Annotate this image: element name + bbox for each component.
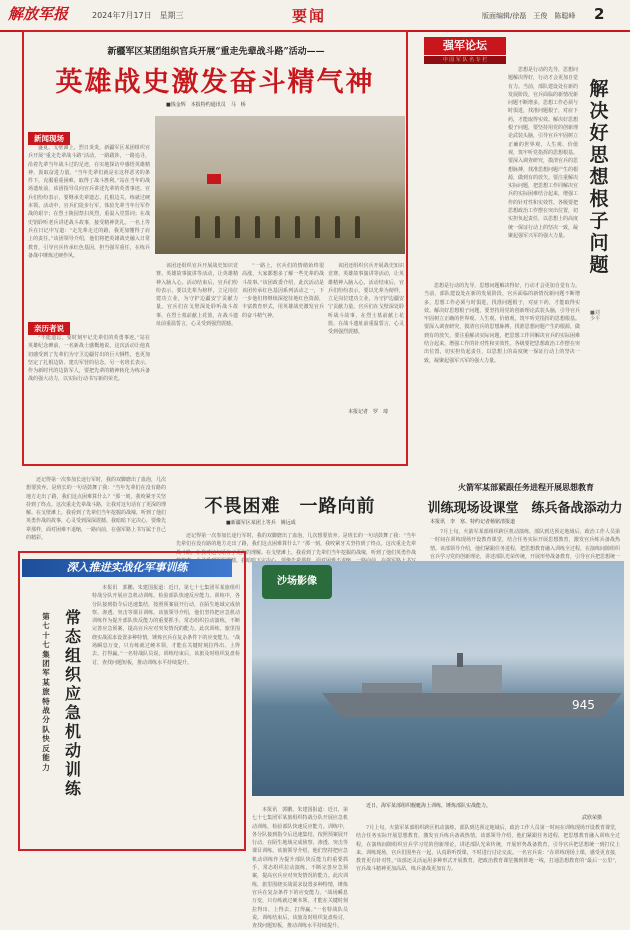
story-body-left <box>28 144 150 310</box>
masthead <box>0 0 630 32</box>
training-banner: 深入推进实战化军事训练 <box>22 559 232 577</box>
issue-date: 2024年7月17日 星期三 <box>92 11 184 20</box>
story3-body-text: 7月上旬，火箭军某部组织跨区机动演练，部队到达预定地域后，政治工作人员第一时间在训练现场开设教育课堂，结合任务实际开展思想教育，激发官兵练兵备战热情。该部领导介绍，他们紧跟任务进程，把思想教育融入训练全过程，在演练间隙组织官兵学习党的创新理论，讲述部队光荣传统，开展形势战备教育，引导官兵把思想统一 <box>430 529 621 560</box>
story2-body <box>176 532 417 564</box>
story-headline: 英雄战史激发奋斗精气神 <box>55 67 375 98</box>
story4-headline: 常态组织应急机动训练 <box>64 608 81 798</box>
commentary-headline: 解决好思想根子问题 <box>589 78 609 276</box>
story-body-right-b <box>328 262 404 412</box>
photographer-credit: 武欣荣摄 <box>582 815 603 821</box>
soldier-figure <box>295 216 300 238</box>
photo-column-logo: 沙场影像 <box>262 565 332 599</box>
story2-body-text: 还记得第一次参加长途行军时，我的双脚磨出了血泡，几次想要放弃。是班长的一句话鼓舞了我：“当年先辈们在没有路的地方走出了路，我们这点困难算什么？”那一刻，我咬紧牙关坚持到了终点。这次重走先辈战斗路，让我对这句话有了更深的理解。在戈壁滩上，我看到了先辈们当年挖掘的战壕，听到了他们英勇作战 受到深深震撼。我暗暗下定 <box>176 533 417 564</box>
column-label: 强军论坛 <box>424 37 506 55</box>
story3-byline: 本报讯 李 寒、特约记者杨铭清报道 <box>430 519 516 525</box>
hull-number: 945 <box>572 698 595 712</box>
soldier-figure <box>355 216 360 238</box>
page-number: 2 <box>594 5 605 23</box>
story4-kicker: 第七十七集团军某旅特战分队快反能力 <box>42 612 50 772</box>
story4-body-text: 本报讯 郭鹏、朱建国报道：近日，第七十七集团军某旅组织特战分队开展应急机动训练，检验部队快速反应能力。训练中，各分队接到指令后迅速集结，按照预案展开行动，在陌生地域完成侦察、渗透、突击等课目训练。该旅领导介绍，他们坚持把应急机动训练作为提升部队快反能力的重要抓手，常态组织拉动演练，不断完善应急预案，提高官兵应对突发情况的能力。此次训练，旅里围绕实战需求设置多种特情，锤炼官兵在复杂条件下的应变能力。“战场瞬息万变，只有练就过硬本领，才能在关键时刻拉得出、上得去、打得赢。”一名特战队员说。训练结束后，该旅及时组织复盘检讨，查找问题短板，推动训练水平持续提升。 <box>92 585 240 666</box>
section-label-news-scene <box>28 126 70 145</box>
story3-body <box>430 528 621 560</box>
newspaper-logo: 解放军报 <box>8 5 69 23</box>
story-body-middle <box>156 262 238 420</box>
commentary-body-text: 思想是行动的先导，思想问题解决得好，行动才会更加自觉有力。当前，部队建设处在新的发展阶段，官兵面临的新情况新问题不断增多，思想工作必须与时俱进，找准问题根子，对症下药，才能取得实效。解决好思想根子问题，要坚持用党的创新理论武装头脑，引导官兵牢固树立正确的世界观、人生观、价值观，筑牢听党指挥的思想根基。要深入调查研究，摸清官兵的思想脉搏，找准思想问题产生的根源，做到有的放矢。要注重解决实际问题，把思想工作同解决官兵的实际困难结合起来，增强工作的针对性和实效性。各级要把思想政治工作摆在突出位置，切实担负起责任，以思想上的高度统一保证行动上的坚决一致，凝聚起强军兴军的强大力量。 <box>424 283 580 364</box>
training-photo <box>155 116 405 254</box>
story2-body-left <box>26 476 166 546</box>
story3-kicker: 火箭军某部紧跟任务进程开展思想教育 <box>458 482 594 492</box>
story2-byline: ■新疆军区某团上等兵 姚远成 <box>226 520 296 526</box>
story2-body-left-text: 还记得第一次参加长途行军时，我的双脚磨出了血泡，几次想要放弃。是班长的一句话鼓舞了我：“当年先辈们在没有路的地方走出了路，我们这点困难算什么？”那一刻，我咬紧牙关坚持到了终点。这次重走先辈战斗路，让我对这句话有了更深的理解。在戈壁滩上，我看到了先辈们当年挖掘的战壕，听到了他们英勇作战的故事，心灵受到深深震撼。我暗暗下定决心，要像先辈那样，面对困难不退缩，一路向前，在强军路上书写属于自己的精彩。 <box>26 477 167 542</box>
soldier-figure <box>315 216 320 238</box>
story4-body-continued-text: 本报讯 郭鹏、朱建国报道：近日，第七十七集团军某旅组织特战分队开展应急机动训练，检验部队快速反应能力。训练中，各分队接到指令后迅速集结，按照预案展开行动，在陌生地域完成侦察、渗透、突击等课目训练。该旅领导介绍，他们坚持把应急机动训练作为提升部队快反能力的重要抓手，常态组织拉动演练，不断完善应急预案，提高官兵应对突发情况的能力。此次训练，旅里围绕实战需求设置多种特情，锤炼官兵在复杂条件下的应变能力。“战场瞬息万变，只有练就过硬本领，才能在关键时刻拉得出、上得去、打得赢。”一名特战队员说。训练结束后，该旅及时组织复盘检讨，查找问题短板，推动训练水平持续提升。 <box>252 807 348 930</box>
soldier-figure <box>335 216 340 238</box>
witness-label: 亲历者说 <box>28 322 70 335</box>
story4-body-continued <box>252 806 348 930</box>
photo-caption <box>356 802 618 812</box>
commentary-body-top <box>508 66 578 278</box>
story-byline: ■钱金辉 本报特约通讯员 马 桥 <box>166 102 246 108</box>
photo-caption-text: 近日，海军某部组织舰艇海上训练，锤炼部队实战能力。 <box>366 803 492 809</box>
page-editors: 版面编辑/徐磊 王俊 陈聪峰 <box>482 12 576 20</box>
soldier-figure <box>275 216 280 238</box>
story3-body-continued-text: 7月上旬，火箭军某部组织跨区机动演练，部队到达预定地域后，政治工作人员第一时间在训练现场开设教育课堂，结合任务实际开展思想教育，激发官兵练兵备战热情。该部领导介绍，他们紧跟任务进程，把思想教育融入训练全过程，在演练间隙组织官兵学习党的创新理论，讲述部队光荣传统，开展形势战备教育，引导官兵把思想统一到打仗上来。训练现场，官兵们围坐在一起，认真聆听授课，不时进行讨论交流。一名官兵说：“在训练现场上课，感受更直接，教育更有针对性。”该部还灵活运用多种形式开展教育，把政治教育课堂搬到阵地一线，打通思想教育的“最后一公里”，官兵战斗精神更加高昂，练兵备战更加有力。 <box>356 825 620 873</box>
story-body-middle-text: 该团还组织官兵开展战史知识竞赛、英雄故事演讲等活动，让英雄精神入脑入心。活动结束后，官兵们纷纷表示，要以先辈为榜样，立足岗位建功立业，为守护边疆安宁贡献力量。官兵们在戈壁深处聆听战斗故事，在烈士墓前献上花篮，在战斗遗址前重温誓言，心灵受到强烈震撼。 <box>156 263 238 328</box>
flag-icon <box>207 174 221 184</box>
column-sublabel: 中 国 军 队 名 专 栏 <box>424 56 506 64</box>
news-scene-label: 新闻现场 <box>28 132 70 145</box>
story-kicker: 新疆军区某团组织官兵开展“重走先辈战斗路”活动—— <box>107 47 325 57</box>
soldier-figure <box>235 216 240 238</box>
story-body-right-a <box>242 262 324 412</box>
story4-body <box>92 584 240 846</box>
story3-headline: 训练现场设课堂 练兵备战添动力 <box>427 501 623 516</box>
commentary-author: ■刘少平 <box>590 310 601 322</box>
story3-body-continued <box>356 824 620 873</box>
section-title: 要闻 <box>292 7 327 25</box>
soldier-figure <box>215 216 220 238</box>
story-body-right-text: “一路上，官兵们的情绪始终很高涨，大家都想多了解一些先辈的战斗故事。”该团政委介绍，此次活动是该团传承红色基因系列活动之一，下一步他们将继续深挖驻地红色资源，丰富教育形式，用英雄战史激发官兵的奋斗精气神。 <box>242 263 324 319</box>
testimony-body <box>28 334 150 460</box>
story-body-right-b-text: 该团还组织官兵开展战史知识竞赛、英雄故事演讲等活动，让英雄精神入脑入心。活动结束后，官兵们纷纷表示，要以先辈为榜样，立足岗位建功立业，为守护边疆安宁贡献力量。官兵们在戈壁深处聆听战斗故事，在烈士墓前献上花篮，在战斗遗址前重温誓言，心灵受到强烈震撼。 <box>328 263 404 336</box>
commentary-body <box>424 282 580 458</box>
ship-icon <box>322 653 622 723</box>
soldier-figure <box>255 216 260 238</box>
testimony-text: “不能遗忘，要时刻牢记先辈们的英勇事迹。”站在英雄纪念碑前，一名新战士感慨地说。这次活动让他真切感受到了先辈们为守卫边疆付出的巨大牺牲，也更加坚定了扎根边防、建功军营的信念。另一名班长表示，作为新时代的边防军人，要把先辈的精神转化为练兵备战的强大动力，以实际行动书写新的荣光。 <box>28 335 150 383</box>
commentary-body-top-text: 思想是行动的先导，思想问题解决得好，行动才会更加自觉有力。当前，部队建设处在新的发展阶段，官兵面临的新情况新问题不断增多，思想工作必须与时俱进，找准问题根子，对症下药，才能取得实效。解决好思想根子问题，要坚持用党的创新理论武装头脑，引导官兵牢固树立正确的世界观、人生观、价值观，筑牢听党指挥的思想根基。要深入调查研究，摸清官兵的思想脉搏，找准思想问题产生的根源，做到有的放矢。要注重解决实际问题，把思想工作同解决官兵的实际困难结合起来，增强工作的针对性和实效性。各级要把思想政治工作摆在突出位置，切实担负起责任，以思想上的高度统一保证行动上的坚决一致，凝聚起强军兴军的强大力量。 <box>508 67 579 239</box>
soldier-figure <box>195 216 200 238</box>
section-label-witness <box>28 316 70 335</box>
story-body-left-text: 盛夏，戈壁滩上，烈日炎炎。新疆军区某团组织官兵开展“重走先辈战斗路”活动，一路跋涉，一路追寻，沿着先辈当年战斗过的足迹，在实地探访中感悟英雄精神，汲取奋进力量。“当年先辈们就是在这样恶劣的条件下，克服重重困难，取得了战斗胜利。”站在当年的战场遗址前，该团指导员向官兵讲述先辈的英勇事迹。官兵们纷纷表示，要继承先辈遗志，扎根边关，练就过硬本领。活动中，官兵们徒步行军，体验先辈当年行军作战的艰辛；在烈士陵园祭扫英烈，重温入党誓词；在战史馆聆听老兵讲述战斗故事，接受精神洗礼。一名上等兵在日记中写道：“走先辈走过的路，我更加懂得了肩上的责任。”该团领导介绍，他们将把英雄战史融入日常教育，引导官兵传承红色基因，担当强军重任，在练兵备战中锤炼过硬作风。 <box>28 145 150 259</box>
story-reporter: 本报记者 罗 琦 <box>348 409 389 415</box>
story2-headline: 不畏困难 一路向前 <box>204 496 376 517</box>
